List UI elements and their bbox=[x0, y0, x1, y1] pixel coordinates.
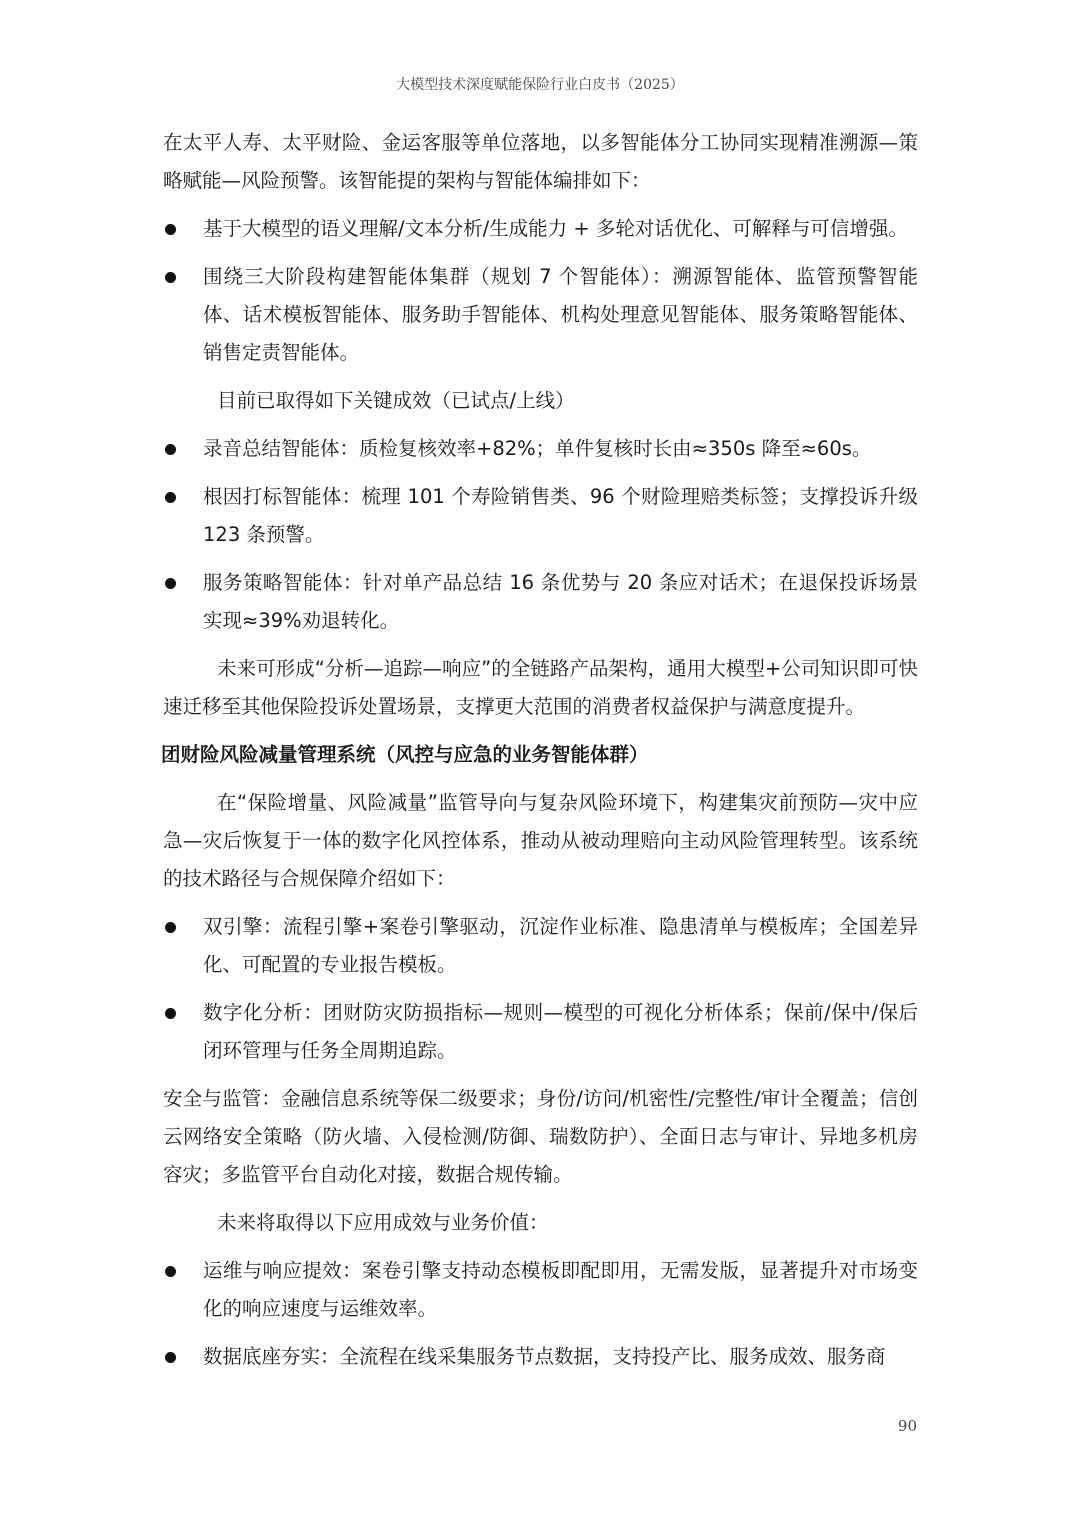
bullet-dot-icon bbox=[165, 272, 176, 283]
bullet-text: 双引擎：流程引擎+案卷引擎驱动，沉淀作业标准、隐患清单与模板库；全国差异化、可配置的专业报告模板。 bbox=[203, 915, 918, 976]
bullet-dot-icon bbox=[165, 1266, 176, 1277]
bullet-text: 服务策略智能体：针对单产品总结 16 条优势与 20 条应对话术；在退保投诉场景实现≈39%劝退转化。 bbox=[203, 571, 918, 632]
paragraph: 目前已取得如下关键成效（已试点/上线） bbox=[217, 389, 575, 412]
paragraph: 在“保险增量、风险减量”监管导向与复杂风险环境下，构建集灾前预防—灾中应急—灾后恢复于一体的数字化风控体系，推动从被动理赔向主动风险管理转型。该系统的技术路径与合规保障介绍如下： bbox=[163, 791, 918, 890]
bullet-text: 根因打标智能体：梳理 101 个寿险销售类、96 个财险理赔类标签；支撑投诉升级 123 条预警。 bbox=[203, 485, 918, 546]
bullet-item bbox=[163, 1252, 918, 1328]
bullet-text: 运维与响应提效：案卷引擎支持动态模板即配即用，无需发版，显著提升对市场变化的响应速度与运维效率。 bbox=[203, 1259, 918, 1320]
paragraph: 未来可形成“分析—追踪—响应”的全链路产品架构，通用大模型+公司知识即可快速迁移至其他保险投诉处置场景，支撑更大范围的消费者权益保护与满意度提升。 bbox=[163, 657, 918, 718]
bullet-dot-icon bbox=[165, 224, 176, 235]
paragraph: 在太平人寿、太平财险、金运客服等单位落地，以多智能体分工协同实现精准溯源—策略赋能—风险预警。该智能提的架构与智能体编排如下： bbox=[163, 131, 918, 192]
bullet-item bbox=[163, 210, 918, 248]
bullet-dot-icon bbox=[165, 922, 176, 933]
paragraph: 未来将取得以下应用成效与业务价值： bbox=[217, 1211, 549, 1234]
bullet-text: 基于大模型的语义理解/文本分析/生成能力 + 多轮对话优化、可解释与可信增强。 bbox=[203, 217, 908, 240]
bullet-dot-icon bbox=[165, 492, 176, 503]
bullet-item bbox=[163, 1338, 918, 1376]
bullet-item bbox=[163, 430, 918, 468]
bullet-item bbox=[163, 478, 918, 554]
page-number: 90 bbox=[897, 1417, 917, 1435]
bullet-dot-icon bbox=[165, 578, 176, 589]
bullet-text: 围绕三大阶段构建智能体集群（规划 7 个智能体）：溯源智能体、监管预警智能体、话术模板智能体、服务助手智能体、机构处理意见智能体、服务策略智能体、销售定责智能体。 bbox=[203, 265, 918, 364]
bullet-item bbox=[163, 994, 918, 1070]
section-heading: 团财险风险减量管理系统（风控与应急的业务智能体群） bbox=[161, 743, 649, 766]
bullet-text: 数据底座夯实：全流程在线采集服务节点数据，支持投产比、服务成效、服务商 bbox=[203, 1345, 886, 1368]
bullet-item bbox=[163, 908, 918, 984]
bullet-text: 数字化分析：团财防灾防损指标—规则—模型的可视化分析体系；保前/保中/保后闭环管理与任务全周期追踪。 bbox=[203, 1001, 918, 1062]
bullet-dot-icon bbox=[165, 1008, 176, 1019]
running-header: 大模型技术深度赋能保险行业白皮书（2025） bbox=[396, 77, 684, 93]
paragraph: 安全与监管：金融信息系统等保二级要求；身份/访问/机密性/完整性/审计全覆盖；信创云网络安全策略（防火墙、入侵检测/防御、瑞数防护）、全面日志与审计、异地多机房容灾；多监管平台自动化对接，数据合规传输。 bbox=[163, 1087, 918, 1186]
bullet-text: 录音总结智能体：质检复核效率+82%；单件复核时长由≈350s 降至≈60s。 bbox=[203, 437, 872, 460]
page-body bbox=[163, 124, 918, 1386]
bullet-item bbox=[163, 564, 918, 640]
bullet-item bbox=[163, 258, 918, 372]
bullet-dot-icon bbox=[165, 1352, 176, 1363]
bullet-dot-icon bbox=[165, 444, 176, 455]
